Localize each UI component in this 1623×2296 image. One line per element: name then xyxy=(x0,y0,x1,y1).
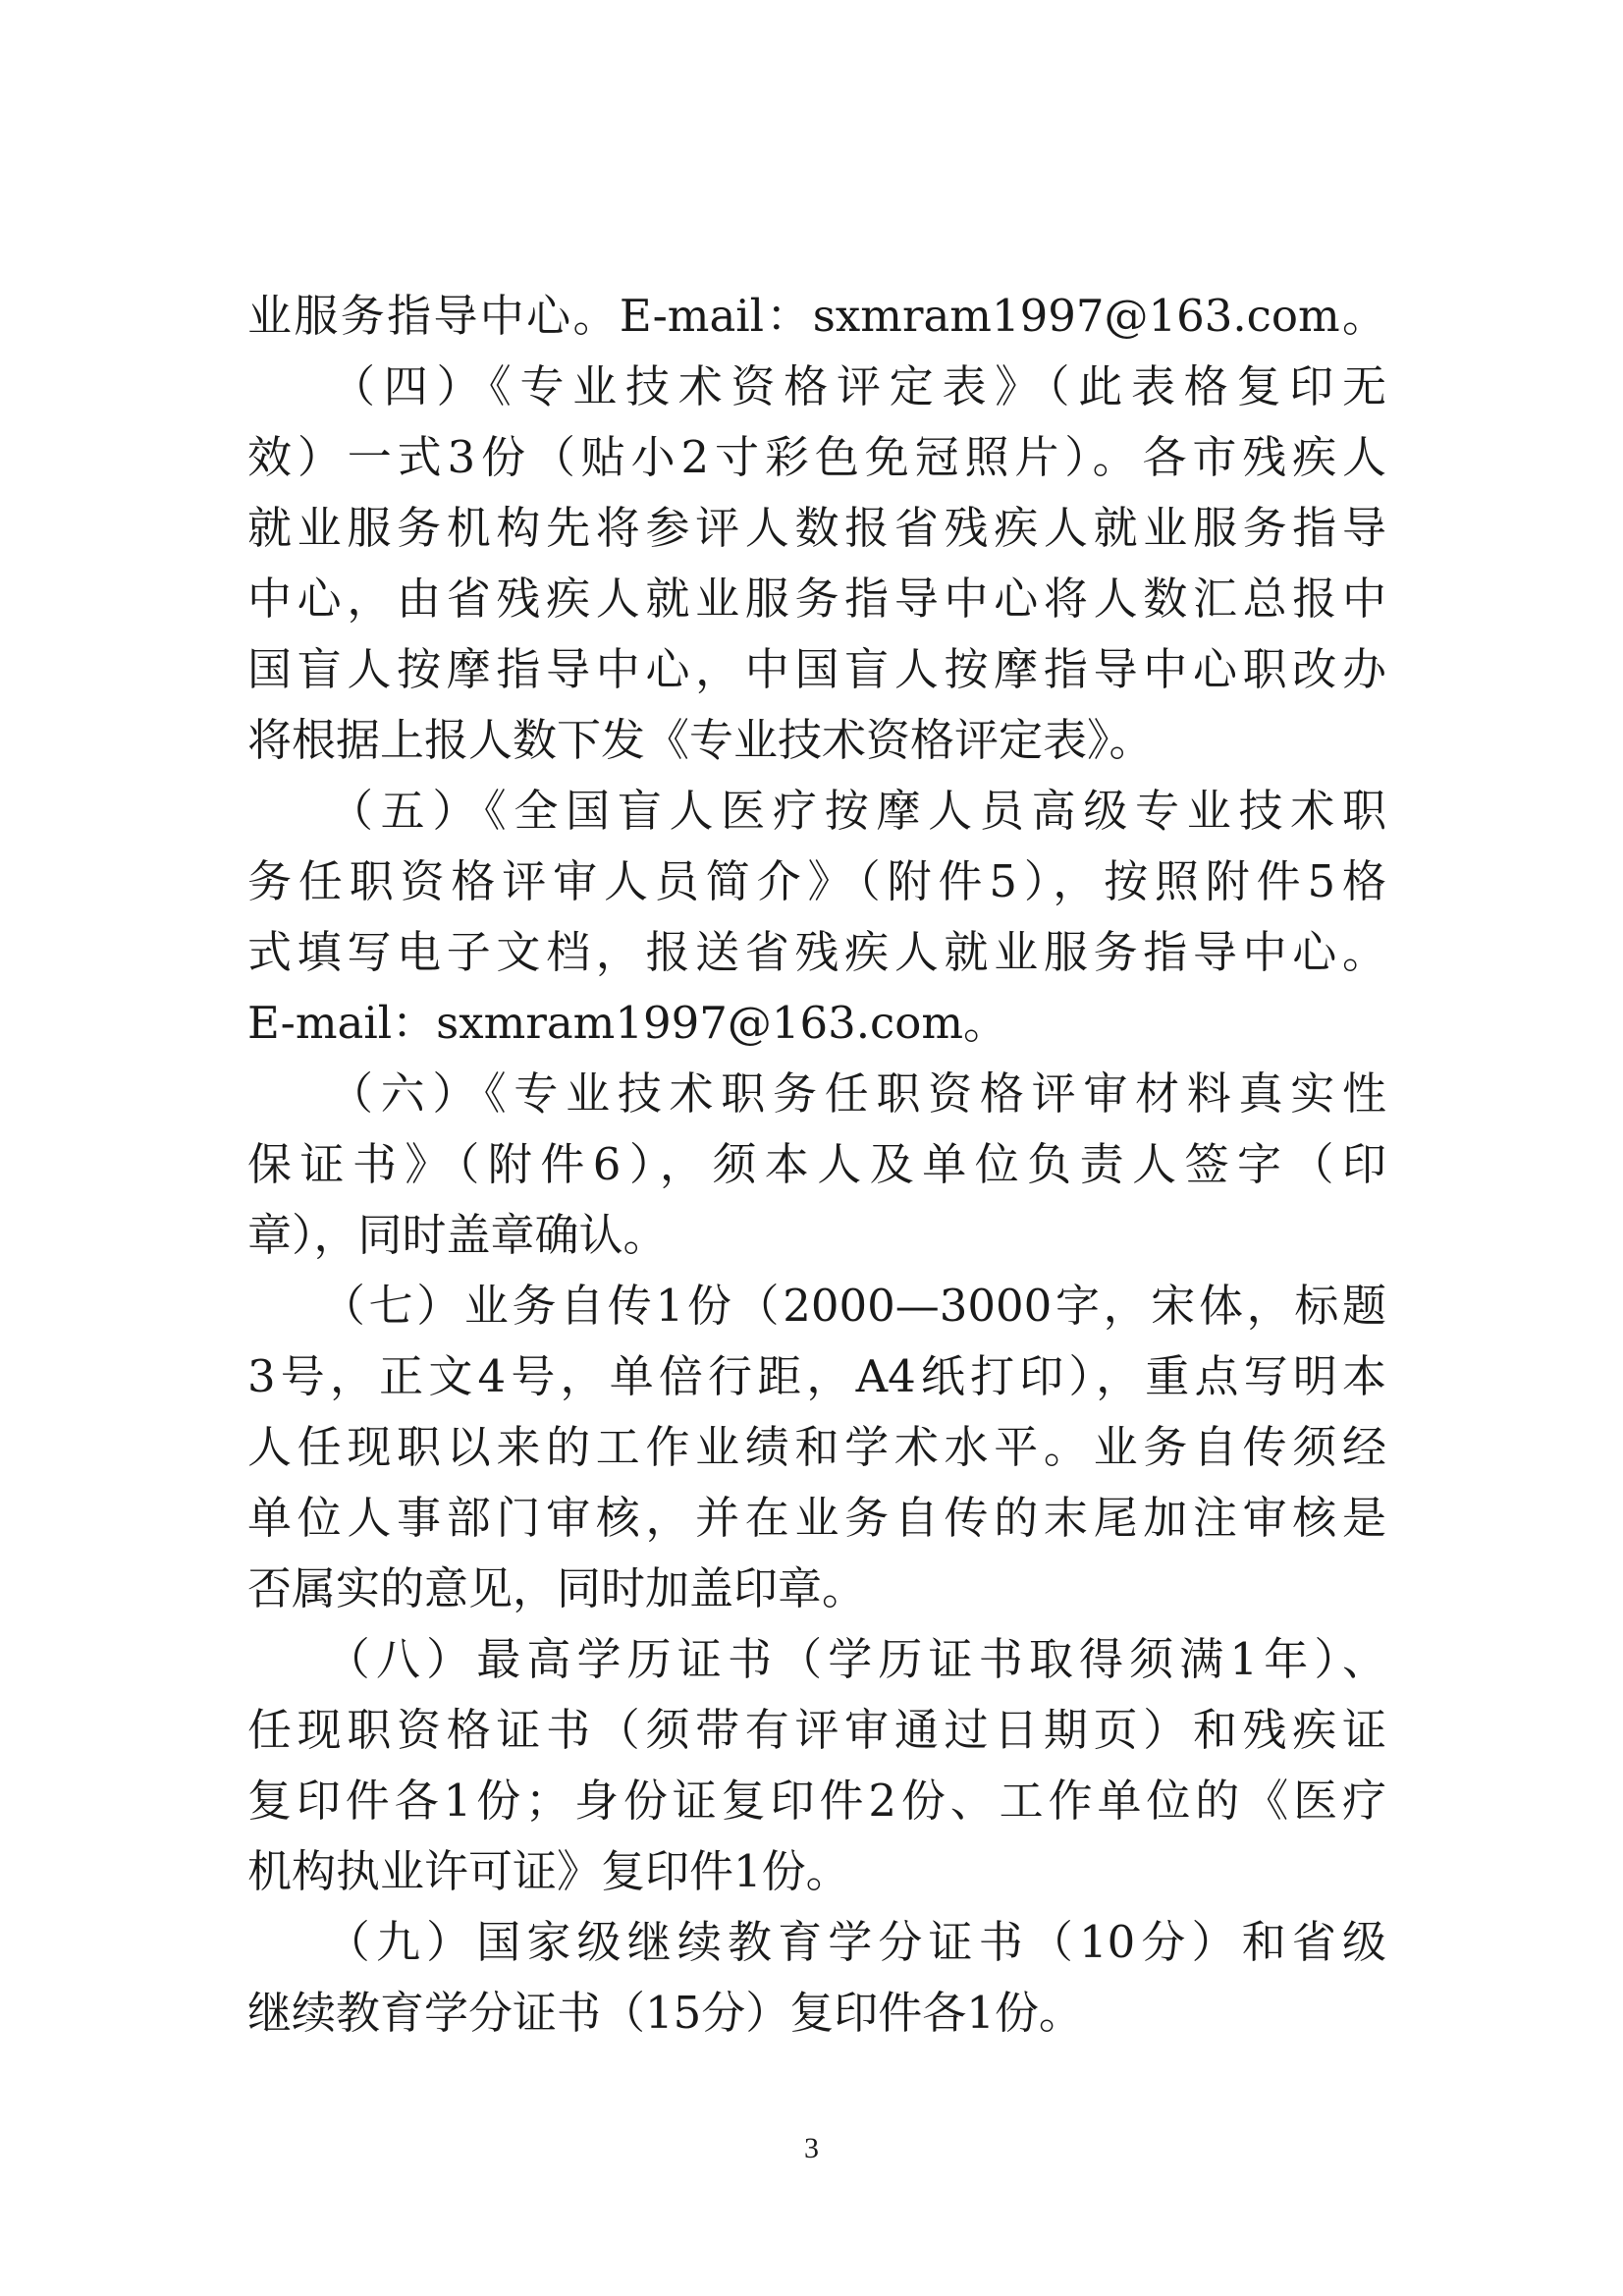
text-line: 国盲人按摩指导中心，中国盲人按摩指导中心职改办 xyxy=(247,643,1386,695)
text-line: 继续教育学分证书（15分）复印件各1份。 xyxy=(247,1987,1083,2039)
text-line: 否属实的意见，同时加盖印章。 xyxy=(247,1562,867,1614)
text-line: （八）最高学历证书（学历证书取得须满1年）、 xyxy=(247,1633,1386,1685)
text-line: （七）业务自传1份（2000—3000字，宋体，标题 xyxy=(247,1280,1386,1332)
text-line: （五）《全国盲人医疗按摩人员高级专业技术职 xyxy=(247,785,1386,837)
text-line: 机构执业许可证》复印件1份。 xyxy=(247,1845,850,1897)
text-line: E-mail：sxmram1997@163.com。 xyxy=(247,997,1008,1049)
text-line: 式填写电子文档，报送省残疾人就业服务指导中心。 xyxy=(247,926,1386,978)
text-line: 保证书》（附件6），须本人及单位负责人签字（印 xyxy=(247,1138,1386,1190)
text-line: 效）一式3份（贴小2寸彩色免冠照片）。各市残疾人 xyxy=(247,431,1386,483)
text-line: 3号，正文4号，单倍行距，A4纸打印），重点写明本 xyxy=(247,1350,1386,1402)
text-line: 人任现职以来的工作业绩和学术水平。业务自传须经 xyxy=(247,1421,1386,1473)
text-line: 中心，由省残疾人就业服务指导中心将人数汇总报中 xyxy=(247,573,1386,625)
text-line: 复印件各1份；身份证复印件2份、工作单位的《医疗 xyxy=(247,1775,1386,1827)
page-number: 3 xyxy=(804,2132,819,2164)
text-line: 单位人事部门审核，并在业务自传的末尾加注审核是 xyxy=(247,1492,1386,1544)
text-line: 务任职资格评审人员简介》（附件5），按照附件5格 xyxy=(247,855,1386,907)
text-line: 业服务指导中心。E-mail：sxmram1997@163.com。 xyxy=(247,290,1386,342)
text-line: 章），同时盖章确认。 xyxy=(247,1209,668,1261)
text-line: 就业服务机构先将参评人数报省残疾人就业服务指导 xyxy=(247,502,1386,554)
text-line: （六）《专业技术职务任职资格评审材料真实性 xyxy=(247,1067,1386,1120)
text-line: 任现职资格证书（须带有评审通过日期页）和残疾证 xyxy=(247,1704,1386,1756)
text-line: （九）国家级继续教育学分证书（10分）和省级 xyxy=(247,1916,1386,1968)
text-line: （四）《专业技术资格评定表》（此表格复印无 xyxy=(247,360,1386,412)
text-line: 将根据上报人数下发《专业技术资格评定表》。 xyxy=(247,714,1154,766)
